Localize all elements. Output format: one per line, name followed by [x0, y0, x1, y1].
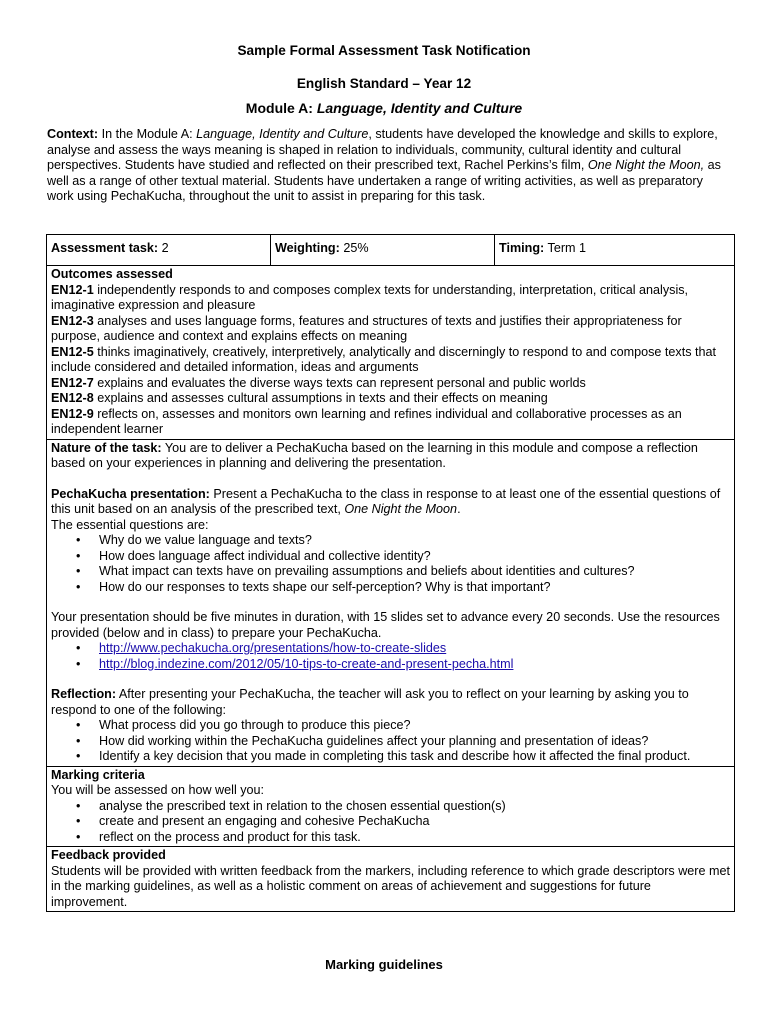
outcomes-section — [47, 266, 734, 440]
outcomes-heading: Outcomes assessed — [51, 267, 173, 281]
list-item — [99, 657, 730, 673]
marking-guidelines-heading: Marking guidelines — [325, 957, 443, 972]
feedback-text: Students will be provided with written feedback from the markers, including reference to which grade descriptors were met in the marking guidelines, as well as a holistic comment on areas of achievement and suggestions for future improvement. — [51, 863, 730, 909]
list-item: • create and present an engaging and cohesive PechaKucha — [99, 814, 730, 830]
outcome-item: EN12-5 thinks imaginatively, creatively, interpretively, analytically and discerningly to respond to and compose texts that include considered and detailed information, ideas and arguments — [51, 344, 716, 374]
feedback-heading: Feedback provided — [51, 848, 166, 862]
task-cell — [47, 235, 271, 265]
timing-label: Timing: — [499, 241, 545, 255]
list-item: • What process did you go through to produce this piece? — [99, 718, 730, 734]
marking-intro: You will be assessed on how well you: — [51, 783, 265, 797]
weighting-value: 25% — [343, 241, 369, 255]
nature-text: You are to deliver a PechaKucha based on the learning in this module and compose a reflection based on your experiences in planning and delivering the presentation. — [51, 440, 698, 470]
course-title: English Standard – Year 12 — [296, 76, 472, 91]
weighting-cell — [271, 235, 495, 265]
context-text-2: , students have developed the knowledge and skills to explore, analyse and assess the ways meaning is shaped in relation to individuals, community, cultural identity and cultural perspectives. Students have studied and reflected on their prescribed text, Rachel Perkins’s film, — [47, 127, 718, 172]
outcome-item: EN12-3 analyses and uses language forms, features and structures of texts and justifies their appropriateness for purpose, audience and context and explains effects on meaning — [51, 313, 682, 343]
module-name: Language, Identity and Culture — [316, 100, 523, 116]
task-value: 2 — [161, 241, 169, 255]
outcome-item: EN12-7 explains and evaluates the diverse ways texts can represent personal and public worlds — [51, 375, 586, 390]
document-title: Sample Formal Assessment Task Notification — [237, 43, 531, 58]
marking-criteria-section — [47, 767, 734, 848]
resource-links-list — [51, 641, 730, 672]
reflection-list — [51, 718, 730, 765]
list-item: • reflect on the process and product for this task. — [99, 830, 730, 846]
module-prefix: Module A: — [245, 100, 313, 116]
list-item — [99, 641, 730, 657]
context-text-1: In the Module A: — [101, 127, 193, 141]
list-item: • How does language affect individual and collective identity? — [99, 549, 730, 565]
pechakucha-link[interactable]: http://www.pechakucha.org/presentations/how-to-create-slides — [99, 641, 447, 655]
list-item: • What impact can texts have on prevailing assumptions and beliefs about identities and cultures? — [99, 564, 730, 580]
pechakucha-text: Present a PechaKucha to the class in response to at least one of the essential questions of this unit based on an analysis of the prescribed text, — [51, 486, 721, 516]
marking-list — [51, 799, 730, 846]
assessment-table — [46, 234, 735, 912]
context-film-italic: One Night the Moon, — [587, 158, 705, 172]
outcome-item: EN12-1 independently responds to and composes complex texts for understanding, interpretation, critical analysis, imaginative expression and pleasure — [51, 282, 689, 312]
timing-value: Term 1 — [547, 241, 587, 255]
pechakucha-paragraph: PechaKucha presentation: Present a PechaKucha to the class in response to at least one of the essential questions of this unit based on an analysis of the prescribed text, One Night the Moon. — [51, 486, 721, 516]
duration-paragraph: Your presentation should be five minutes in duration, with 15 slides set to advance every 20 seconds. Use the resources provided (below and in class) to prepare your PechaKucha. — [51, 610, 720, 640]
context-label: Context: — [47, 127, 99, 141]
indezine-link[interactable]: http://blog.indezine.com/2012/05/10-tips-to-create-and-present-pecha.html — [99, 656, 514, 671]
reflection-paragraph — [51, 687, 730, 718]
context-paragraph — [47, 127, 727, 205]
nature-label: Nature of the task: — [51, 440, 162, 455]
module-title — [0, 101, 768, 117]
list-item: • How do our responses to texts shape our self-perception? Why is that important? — [99, 580, 730, 596]
reflection-text: After presenting your PechaKucha, the teacher will ask you to reflect on your learning by asking you to respond to one of the following: — [51, 687, 689, 717]
pechakucha-label: PechaKucha presentation: — [51, 486, 210, 501]
list-item: • Why do we value language and texts? — [99, 533, 730, 549]
feedback-section — [47, 847, 734, 911]
essential-questions-list — [51, 533, 730, 595]
pechakucha-film-italic: One Night the Moon — [344, 502, 458, 516]
nature-paragraph — [51, 441, 730, 472]
marking-heading: Marking criteria — [51, 767, 145, 782]
outcome-item: EN12-8 explains and assesses cultural assumptions in texts and their effects on meaning — [51, 391, 548, 405]
weighting-label: Weighting: — [275, 241, 340, 255]
list-item: • analyse the prescribed text in relation to the chosen essential question(s) — [99, 799, 730, 815]
timing-cell — [495, 235, 734, 265]
task-info-row — [47, 235, 734, 266]
reflection-label: Reflection: — [51, 687, 117, 701]
outcome-item: EN12-9 reflects on, assesses and monitors own learning and refines individual and collaborative processes as an independent learner — [51, 406, 682, 436]
context-module-italic: Language, Identity and Culture — [196, 127, 369, 141]
questions-intro: The essential questions are: — [51, 517, 209, 532]
list-item: • How did working within the PechaKucha guidelines affect your planning and presentation of ideas? — [99, 734, 730, 750]
nature-section — [47, 440, 734, 767]
context-text-3: as well as a range of other textual material. Students have undertaken a range of writing activities, as well as preparatory work using PechaKucha, throughout the unit to assist in preparing for this task. — [47, 158, 721, 203]
task-label: Assessment task: — [51, 241, 159, 255]
list-item: • Identify a key decision that you made in completing this task and describe how it affected the final product. — [99, 749, 730, 765]
